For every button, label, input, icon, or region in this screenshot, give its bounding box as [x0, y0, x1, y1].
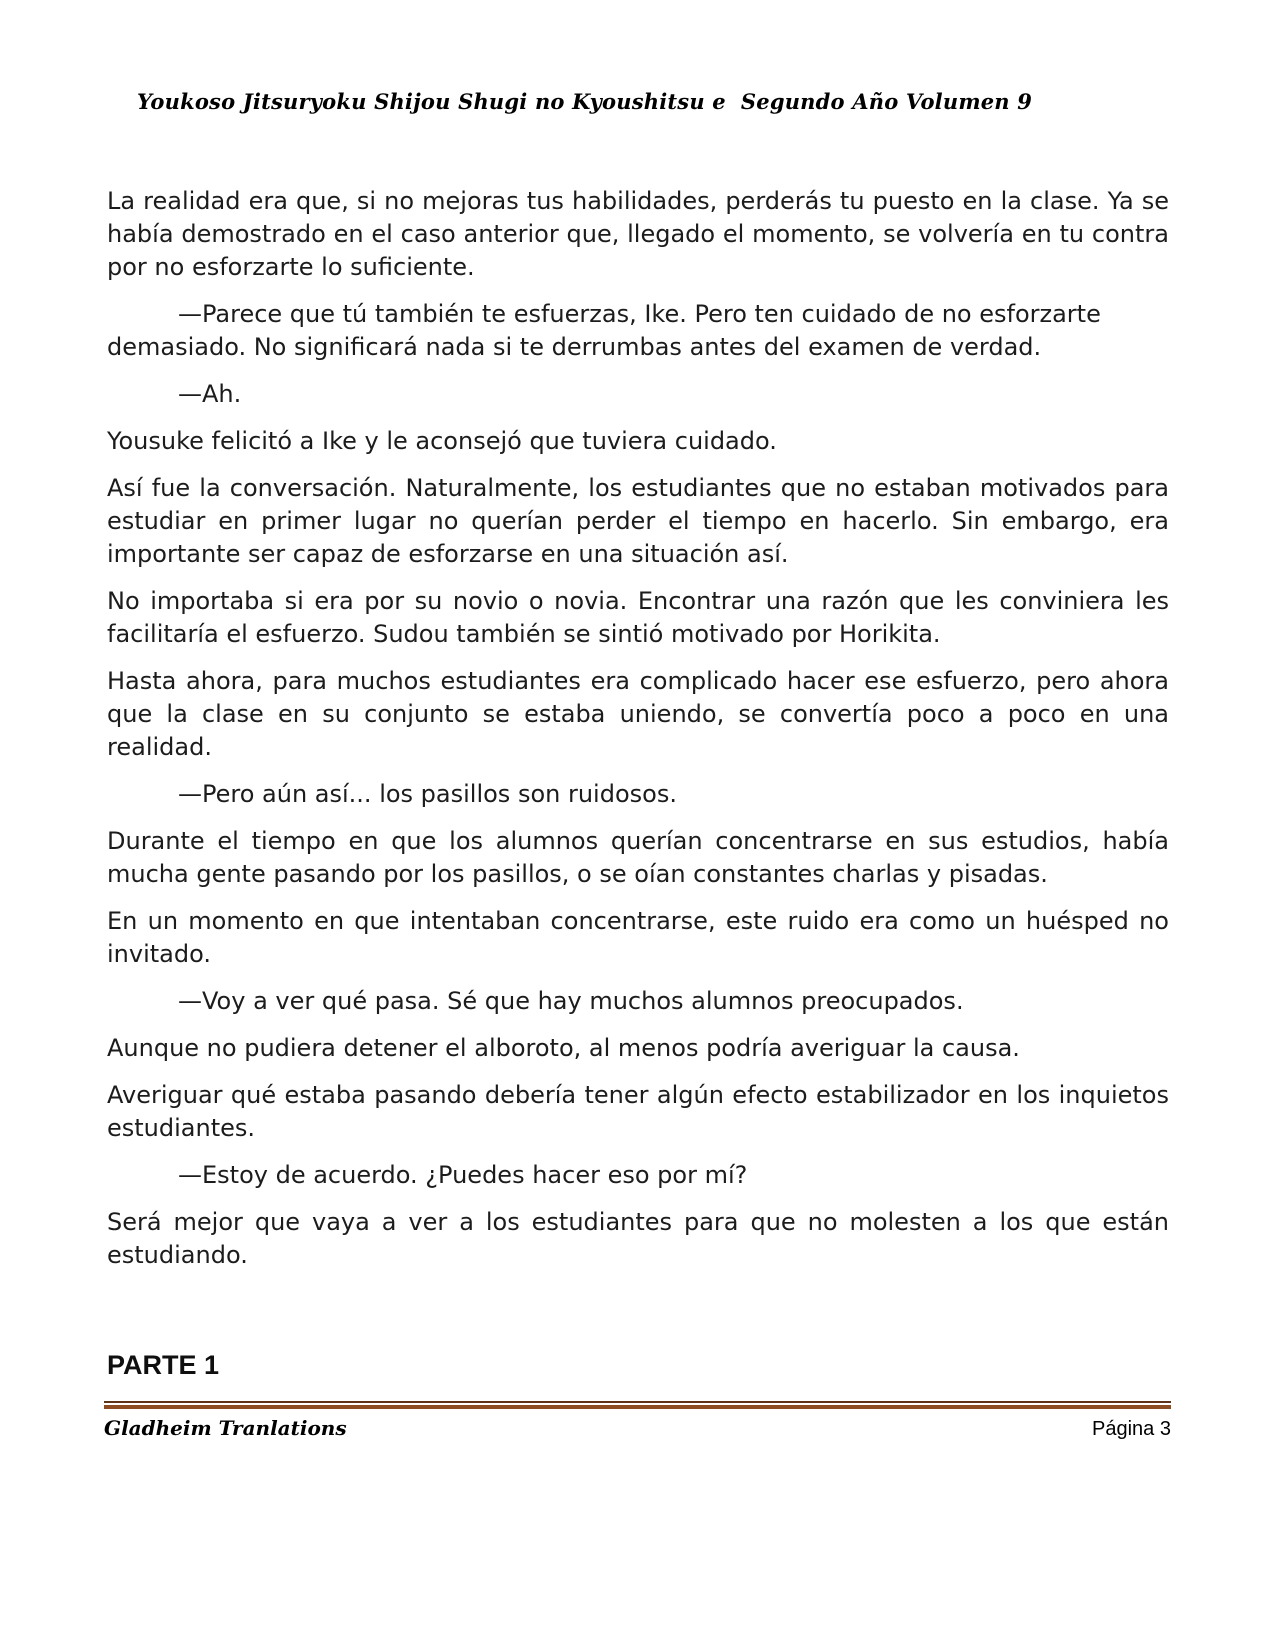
text-paragraph: No importaba si era por su novio o novia. Encontrar una razón que les conviniera les facilitaría el esfuerzo. Sudou también se sintió motivado por Horikita.	[107, 587, 1169, 648]
dialogue-paragraph: —Parece que tú también te esfuerzas, Ike. Pero ten cuidado de no esforzarte demasiado. No significará nada si te derrumbas antes del examen de verdad.	[107, 300, 1101, 361]
text-paragraph: Durante el tiempo en que los alumnos querían concentrarse en sus estudios, había mucha gente pasando por los pasillos, o se oían constantes charlas y pisadas.	[107, 827, 1169, 888]
text-paragraph: Aunque no pudiera detener el alboroto, al menos podría averiguar la causa.	[107, 1034, 1020, 1062]
text-paragraph: Será mejor que vaya a ver a los estudiantes para que no molesten a los que están estudiando.	[107, 1208, 1169, 1269]
footer-translator-credit: Gladheim Tranlations	[104, 1416, 347, 1440]
footer-page-number	[1092, 1418, 1171, 1441]
footer-rule-thick	[104, 1405, 1171, 1409]
dialogue-paragraph: —Pero aún así... los pasillos son ruidosos.	[178, 780, 677, 808]
dialogue-paragraph: —Voy a ver qué pasa. Sé que hay muchos alumnos preocupados.	[178, 987, 964, 1015]
dialogue-paragraph: —Estoy de acuerdo. ¿Puedes hacer eso por mí?	[178, 1161, 748, 1189]
text-paragraph: En un momento en que intentaban concentrarse, este ruido era como un huésped no invitado.	[107, 907, 1169, 968]
footer-page-label: Página	[1092, 1418, 1155, 1440]
text-paragraph: La realidad era que, si no mejoras tus habilidades, perderás tu puesto en la clase. Ya se había demostrado en el caso anterior que, llegado el momento, se volvería en tu contra por no esforzarte lo suficiente.	[107, 187, 1169, 281]
page-header	[107, 64, 1169, 139]
text-paragraph: Hasta ahora, para muchos estudiantes era complicado hacer ese esfuerzo, pero ahora que la clase en su conjunto se estaba uniendo, se convertía poco a poco en una realidad.	[107, 667, 1169, 761]
footer-page-value: 3	[1159, 1418, 1171, 1440]
document-body	[107, 185, 1169, 1272]
dialogue-paragraph: —Ah.	[178, 380, 242, 408]
footer-rule-thin	[104, 1401, 1171, 1403]
text-paragraph: Yousuke felicitó a Ike y le aconsejó que tuviera cuidado.	[107, 427, 777, 455]
header-title: Youkoso Jitsuryoku Shijou Shugi no Kyoushitsu e Segundo Año Volumen 9	[137, 89, 1033, 114]
text-paragraph: Así fue la conversación. Naturalmente, los estudiantes que no estaban motivados para estudiar en primer lugar no querían perder el tiempo en hacerlo. Sin embargo, era importante ser capaz de esforzarse en una situación así.	[107, 474, 1169, 568]
footer	[104, 1401, 1171, 1441]
text-paragraph: Averiguar qué estaba pasando debería tener algún efecto estabilizador en los inquietos estudiantes.	[107, 1081, 1169, 1142]
section-heading: PARTE 1	[107, 1350, 220, 1380]
footer-row	[104, 1416, 1171, 1441]
